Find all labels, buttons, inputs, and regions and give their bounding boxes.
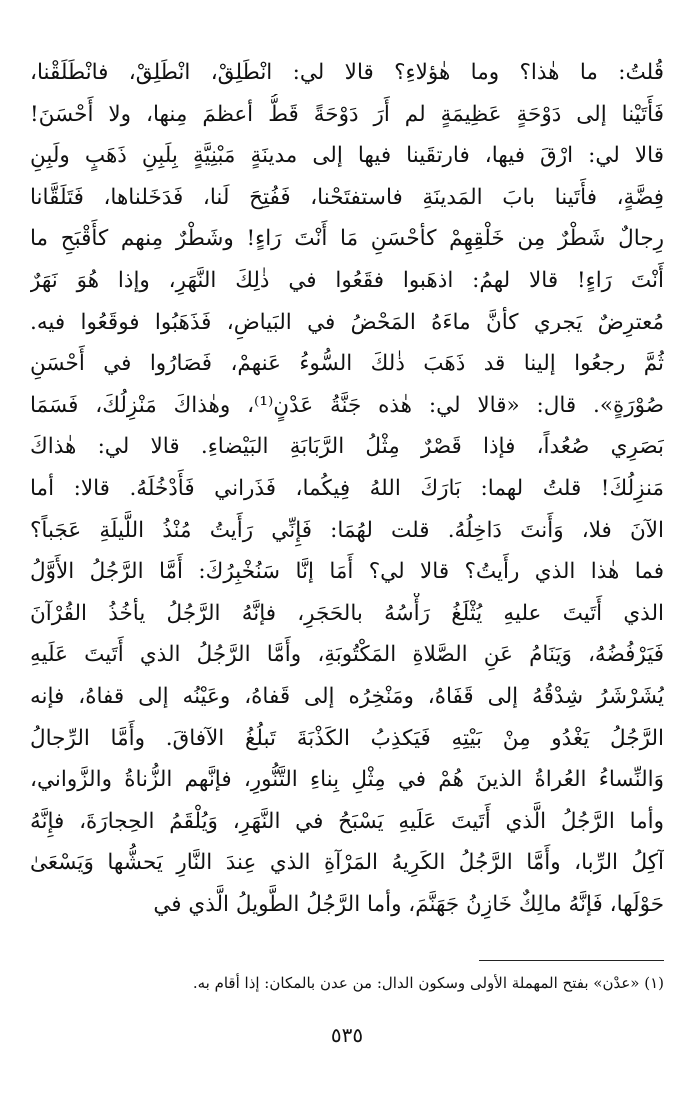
text-line-4: فِضَّةٍ، فأَتَينا بابَ المَدينَةِ فاستفتَحْنا، فَفُتِحَ لَنا، فَدَخَلناها، فَتَلَقَّانا [30,184,664,210]
main-text-block [30,52,664,925]
text-line-16: يُشَرْشَرُ شِدْقُهُ إلى قَفَاهُ، ومَنْخِرُه إلى قَفاهُ، وعَيْنُه إلى قفاهُ، فإنه [30,683,664,709]
text-line-14: الذي أَتَيتَ عليهِ يُثْلَغُ رَأْسُهُ بالحَجَرِ، فإنَّهُ الرَّجُلُ يأخُذُ القُرْآنَ [30,600,664,626]
text-line-17: الرَّجُلُ يَغْدُو مِنْ بَيْتِهِ فَيَكذِبُ الكَذْبَةَ تَبلُغُ الآفاقَ. وأَمَّا الرِّجالُ [30,725,664,751]
text-line-10: بَصَرِي صُعُداً، فإذا قَصْرٌ مِثْلُ الرَّبَابَةِ البَيْضاءِ. قالا لي: هٰذاكَ [30,434,664,460]
footnote-divider [479,960,664,961]
text-line-21: حَوْلَها، فَإنَّهُ مالِكٌ خَازِنُ جَهَنَّمَ، وأما الرَّجُلُ الطَّويلُ الَّذي في [153,891,664,917]
text-line-12: الآنَ فلا، وَأَنتَ دَاخِلُهُ. قلت لهُمَا: فَإِنِّي رَأَيتُ مُنْذُ اللَّيلَةِ عَجَباً؟ [30,517,664,543]
text-line-7: مُعترِضٌ يَجري كأنَّ ماءَهُ المَحْضُ في البَياضِ، فَذَهَبُوا فوقَعُوا فيه. [30,309,664,335]
text-line-5: رِجالٌ شَطْرٌ مِن خَلْقِهِمْ كأحْسَنِ مَا أَنْتَ رَاءٍ! وشَطْرٌ مِنهم كأَقْبَحِ ما [30,226,664,252]
text-line-13: فما هٰذا الذي رأَيتُ؟ قالا لي؟ أَمَا إنَّا سَنُخْبِرُكَ: أَمَّا الرَّجُلُ الأَوَّلُ [30,559,664,585]
text-line-20: آكِلُ الرِّبا، وأَمَّا الرَّجُلُ الكَرِيهُ المَرْآةِ الذي عِندَ النَّارِ يَحشُّها وَيَسْعَىٰ [30,850,664,876]
text-line-9: صُوْرَةٍ». قال: «قالا لي: هٰذه جَنَّةُ عَدْنٍ⁽¹⁾، وهٰذاكَ مَنْزِلُكَ، فَسَمَا [30,392,664,418]
text-line-15: فَيَرْفُضُهُ، وَيَنَامُ عَنِ الصَّلاةِ المَكْتُوبَةِ، وأَمَّا الرَّجُلُ الذي أَتَيتَ عَلَيهِ [30,642,664,668]
text-line-19: وأما الرَّجُلُ الَّذي أَتَيتَ عَلَيهِ يَسْبَحُ في النَّهَرِ، وَيُلْقَمُ الحِجارَةَ، فإِنَّهُ [30,808,664,834]
text-line-6: أَنْتَ رَاءٍ! قالا لهمُ: اذهَبوا فقَعُوا في ذٰلِكَ النَّهَرِ، وإذا هُوَ نَهَرٌ [30,267,664,293]
text-line-8: ثُمَّ رجعُوا إلينا قد ذَهَبَ ذٰلكَ السُّوءُ عَنهمْ، فَصَارُوا في أَحْسَنِ [30,351,664,377]
text-line-1: قُلتُ: ما هٰذا؟ وما هٰؤلاءِ؟ قالا لي: انْطَلِقْ، انْطَلِقْ، فانْطَلَقْنا، [30,60,664,85]
page-number: ٥٣٥ [330,1023,364,1047]
text-line-2: فَأَتَيْنا إلى دَوْحَةٍ عَظِيمَةٍ لم أَرَ دَوْحَةً قَطُّ أعظمَ مِنها، ولا أَحْسَنَ! [30,101,664,127]
footnote: (١) «عدْن» بفتح المهملة الأولى وسكون الدال: من عدن بالمكان: إذا أقام به. [192,974,664,992]
text-line-18: وَالنِّساءُ العُراةُ الذينَ هُمْ في مِثْلِ بِناءِ التَّنُّورِ، فإنَّهم الزُّناةُ والزَّواني، [30,767,664,793]
text-line-11: مَنزِلُكَ! قلتُ لهما: بَارَكَ اللهُ فِيكُما، فَذَراني فَأَدْخُلَهُ. قالا: أما [30,475,664,501]
text-line-3: قالا لي: ارْقَ فيها، فارتقَينا فيها إلى مدينَةٍ مَبْنِيَّةٍ بِلَبِنِ ذَهَبٍ ولَبِنِ [30,143,664,169]
